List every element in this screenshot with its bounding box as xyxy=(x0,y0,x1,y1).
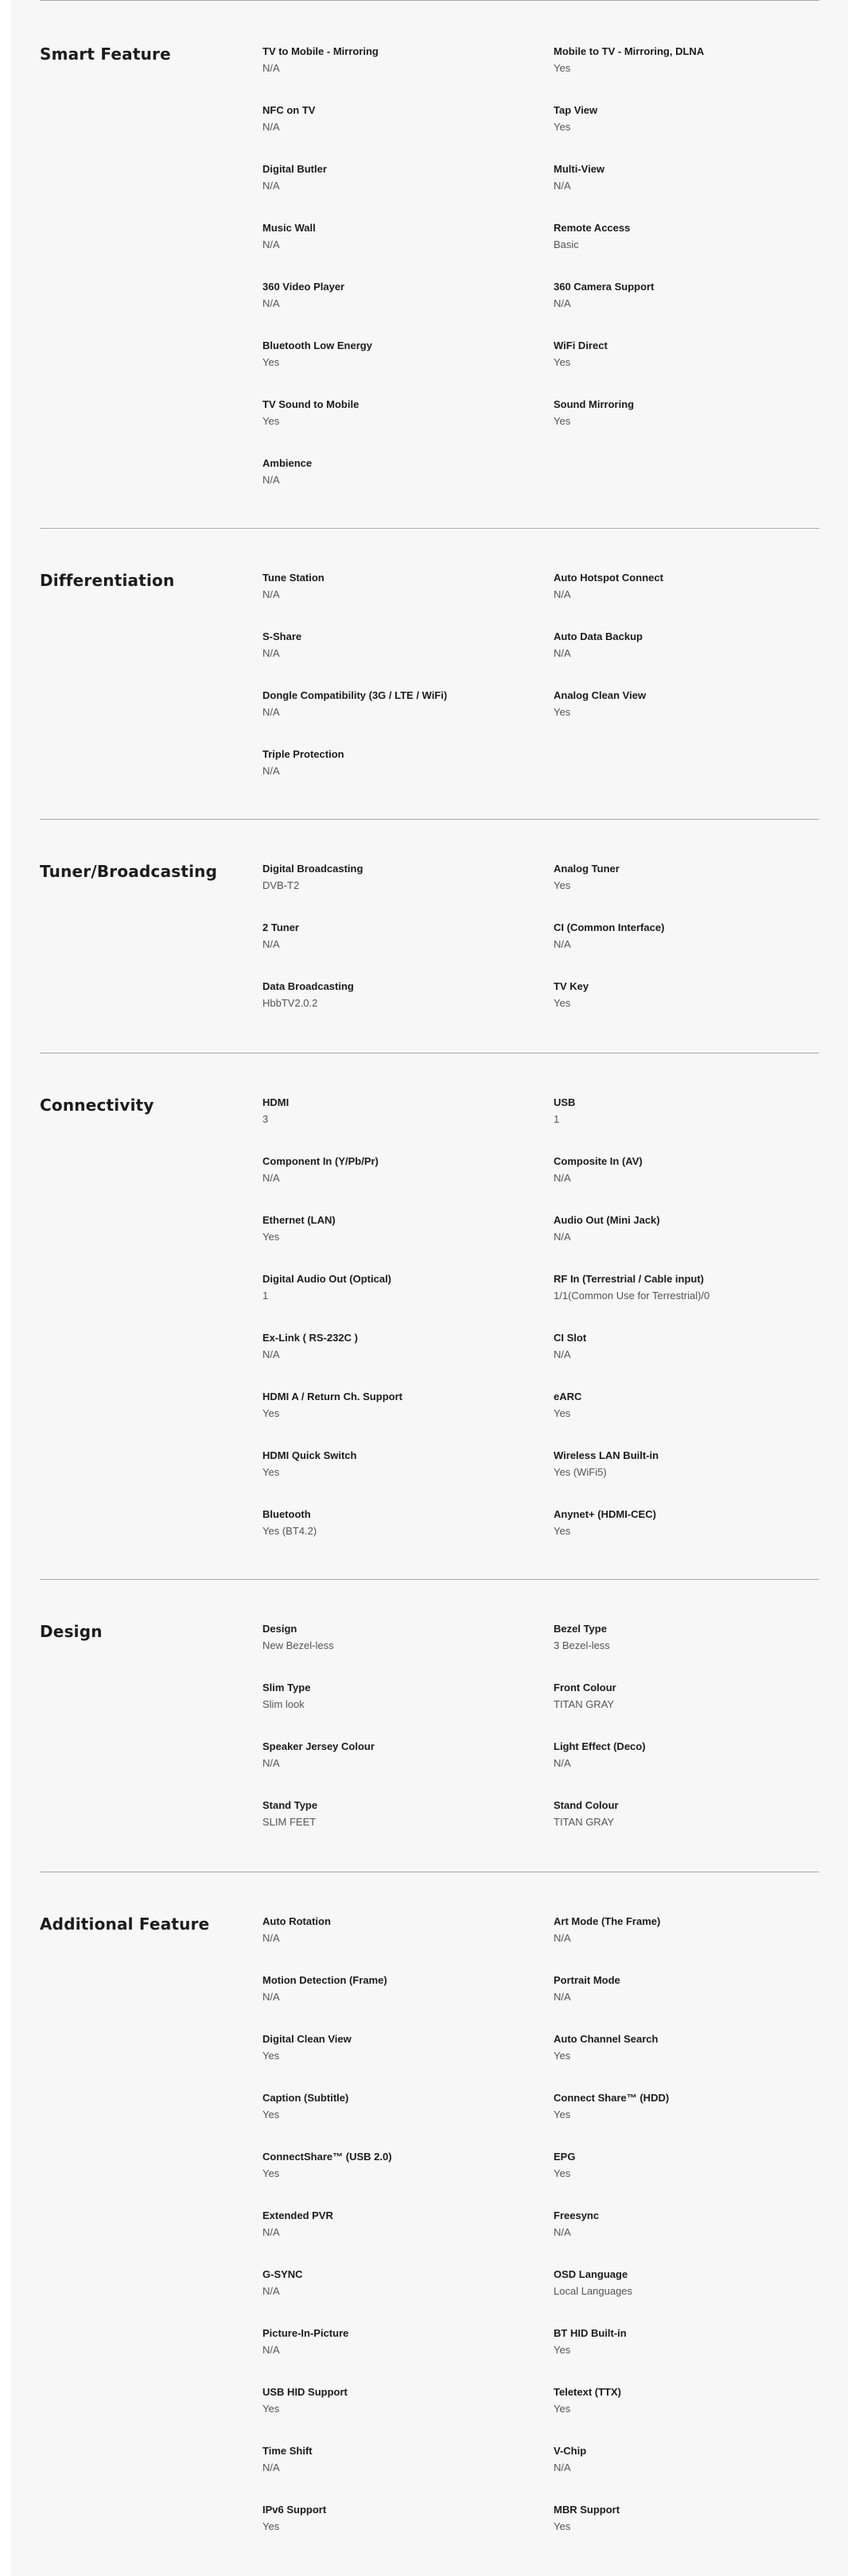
spec-value: Yes xyxy=(554,2109,571,2120)
spec-item xyxy=(554,689,819,747)
spec-label: Sound Mirroring xyxy=(554,398,635,410)
spec-item xyxy=(554,339,819,398)
spec-item xyxy=(554,1507,819,1566)
spec-label: TV Sound to Mobile xyxy=(262,398,360,410)
spec-value: N/A xyxy=(554,1932,571,1944)
spec-value: Yes xyxy=(554,2050,571,2062)
spec-value: N/A xyxy=(554,1231,571,1243)
spec-item xyxy=(262,1798,554,1857)
spec-item xyxy=(262,1507,554,1566)
spec-label: CI (Common Interface) xyxy=(554,921,665,933)
spec-label: Ex-Link ( RS-232C ) xyxy=(262,1332,358,1344)
spec-label: Auto Data Backup xyxy=(554,630,643,642)
spec-label: Bluetooth Low Energy xyxy=(262,339,372,351)
spec-value: Yes xyxy=(262,2109,280,2120)
spec-item xyxy=(554,45,819,103)
section-title: Additional Feature xyxy=(40,1915,210,1934)
spec-item xyxy=(262,1213,554,1272)
spec-item xyxy=(262,339,554,398)
spec-item xyxy=(554,103,819,162)
spec-value: Basic xyxy=(554,239,579,250)
spec-label: ConnectShare™ (USB 2.0) xyxy=(262,2151,392,2163)
spec-value: Yes xyxy=(554,997,571,1009)
spec-label: Remote Access xyxy=(554,222,631,234)
spec-label: Stand Colour xyxy=(554,1799,619,1811)
spec-label: NFC on TV xyxy=(262,104,316,116)
spec-item xyxy=(262,398,554,456)
spec-label: TV Key xyxy=(554,980,589,992)
spec-item xyxy=(554,398,819,456)
spec-label: HDMI Quick Switch xyxy=(262,1449,357,1461)
spec-value: N/A xyxy=(262,2285,280,2297)
spec-value: 1/1(Common Use for Terrestrial)/0 xyxy=(554,1290,710,1302)
section-title: Tuner/Broadcasting xyxy=(40,862,218,881)
spec-label: Bezel Type xyxy=(554,1623,607,1635)
spec-label: TV to Mobile - Mirroring xyxy=(262,45,379,57)
spec-value: Yes xyxy=(554,356,571,368)
spec-item xyxy=(262,103,554,162)
spec-item xyxy=(262,1331,554,1390)
spec-value: N/A xyxy=(262,297,280,309)
spec-label: OSD Language xyxy=(554,2268,628,2280)
spec-item xyxy=(262,1390,554,1449)
spec-label: Digital Clean View xyxy=(262,2033,352,2045)
spec-item xyxy=(262,2326,554,2385)
spec-item xyxy=(262,862,554,921)
spec-value: Yes xyxy=(554,1407,571,1419)
spec-value: 3 xyxy=(262,1113,269,1125)
spec-label: Music Wall xyxy=(262,222,316,234)
spec-value: HbbTV2.0.2 xyxy=(262,997,318,1009)
spec-label: Extended PVR xyxy=(262,2209,333,2221)
spec-item xyxy=(262,2150,554,2209)
spec-item xyxy=(262,630,554,689)
spec-value: Yes xyxy=(262,2050,280,2062)
spec-value: Yes xyxy=(554,879,571,891)
spec-value: N/A xyxy=(262,765,280,777)
spec-label: Analog Tuner xyxy=(554,863,620,875)
spec-label: WiFi Direct xyxy=(554,339,608,351)
spec-item xyxy=(554,1740,819,1798)
spec-label: Art Mode (The Frame) xyxy=(554,1915,661,1927)
spec-value: N/A xyxy=(262,1757,280,1769)
spec-value: N/A xyxy=(262,2462,280,2473)
spec-label: Light Effect (Deco) xyxy=(554,1740,646,1752)
spec-item xyxy=(554,2209,819,2268)
spec-item xyxy=(554,2503,819,2562)
spec-item xyxy=(554,221,819,280)
spec-value: Yes xyxy=(262,1231,280,1243)
spec-value: Slim look xyxy=(262,1698,305,1710)
spec-item xyxy=(262,1449,554,1507)
spec-label: Freesync xyxy=(554,2209,600,2221)
section-divider xyxy=(40,0,819,1)
spec-label: MBR Support xyxy=(554,2504,620,2516)
spec-value: N/A xyxy=(262,1348,280,1360)
spec-item xyxy=(554,571,819,630)
spec-value: New Bezel-less xyxy=(262,1639,334,1651)
spec-grid xyxy=(262,45,819,515)
spec-value: Yes xyxy=(262,356,280,368)
spec-item xyxy=(262,2268,554,2326)
spec-label: Digital Butler xyxy=(262,163,327,175)
spec-label: BT HID Built-in xyxy=(554,2327,627,2339)
spec-label: Audio Out (Mini Jack) xyxy=(554,1214,660,1226)
spec-label: Caption (Subtitle) xyxy=(262,2092,349,2104)
spec-label: Digital Broadcasting xyxy=(262,863,363,875)
spec-item xyxy=(554,1449,819,1507)
spec-label: HDMI A / Return Ch. Support xyxy=(262,1391,402,1402)
section-title: Connectivity xyxy=(40,1096,154,1115)
spec-value: N/A xyxy=(554,647,571,659)
spec-grid xyxy=(262,1096,819,1566)
spec-item xyxy=(262,1096,554,1154)
spec-value: N/A xyxy=(262,938,280,950)
spec-item xyxy=(554,1096,819,1154)
spec-value: Yes (WiFi5) xyxy=(554,1466,607,1478)
spec-label: Portrait Mode xyxy=(554,1974,620,1986)
spec-item xyxy=(554,1213,819,1272)
spec-item xyxy=(554,2385,819,2444)
spec-value: N/A xyxy=(262,2344,280,2356)
spec-item xyxy=(262,1681,554,1740)
section-title: Differentiation xyxy=(40,571,175,590)
spec-label: Slim Type xyxy=(262,1682,311,1693)
spec-value: N/A xyxy=(262,239,280,250)
spec-item xyxy=(554,630,819,689)
section-title: Design xyxy=(40,1622,103,1641)
spec-label: Wireless LAN Built-in xyxy=(554,1449,659,1461)
spec-item xyxy=(262,2503,554,2562)
spec-item xyxy=(262,1973,554,2032)
spec-value: N/A xyxy=(262,588,280,600)
spec-value: N/A xyxy=(554,938,571,950)
spec-value: Local Languages xyxy=(554,2285,633,2297)
spec-item xyxy=(262,1154,554,1213)
spec-item xyxy=(554,1390,819,1449)
spec-label: EPG xyxy=(554,2151,576,2163)
spec-item xyxy=(262,2385,554,2444)
spec-item xyxy=(554,2268,819,2326)
spec-label: Ethernet (LAN) xyxy=(262,1214,336,1226)
spec-value: Yes xyxy=(262,415,280,427)
spec-grid xyxy=(262,1622,819,1857)
spec-item xyxy=(554,280,819,339)
spec-value: Yes xyxy=(554,706,571,718)
spec-value: Yes xyxy=(554,2344,571,2356)
spec-page xyxy=(11,0,848,2576)
spec-label: Anynet+ (HDMI-CEC) xyxy=(554,1508,656,1520)
spec-label: Bluetooth xyxy=(262,1508,311,1520)
spec-label: Mobile to TV - Mirroring, DLNA xyxy=(554,45,705,57)
spec-label: Motion Detection (Frame) xyxy=(262,1974,387,1986)
spec-item xyxy=(262,689,554,747)
spec-label: Picture-In-Picture xyxy=(262,2327,349,2339)
spec-item xyxy=(262,2444,554,2503)
spec-grid xyxy=(262,571,819,806)
spec-label: V-Chip xyxy=(554,2445,587,2457)
spec-item xyxy=(554,2150,819,2209)
spec-value: SLIM FEET xyxy=(262,1816,317,1828)
spec-value: Yes xyxy=(554,2167,571,2179)
spec-item xyxy=(554,1622,819,1681)
spec-grid xyxy=(262,862,819,1038)
spec-item xyxy=(262,1740,554,1798)
spec-value: Yes xyxy=(554,1525,571,1537)
spec-item xyxy=(262,747,554,806)
spec-value: N/A xyxy=(262,62,280,74)
spec-item xyxy=(262,980,554,1038)
spec-label: Auto Rotation xyxy=(262,1915,331,1927)
spec-value: N/A xyxy=(262,121,280,133)
spec-label: Composite In (AV) xyxy=(554,1155,643,1167)
spec-label: eARC xyxy=(554,1391,582,1402)
spec-item xyxy=(554,1973,819,2032)
spec-value: Yes xyxy=(554,415,571,427)
spec-label: Speaker Jersey Colour xyxy=(262,1740,375,1752)
spec-label: Auto Channel Search xyxy=(554,2033,659,2045)
spec-label: Design xyxy=(262,1623,297,1635)
spec-value: N/A xyxy=(262,706,280,718)
spec-value: TITAN GRAY xyxy=(554,1816,615,1828)
spec-value: Yes xyxy=(262,2167,280,2179)
spec-value: Yes xyxy=(262,1407,280,1419)
spec-value: N/A xyxy=(554,1172,571,1184)
spec-label: G-SYNC xyxy=(262,2268,303,2280)
spec-label: Auto Hotspot Connect xyxy=(554,572,663,584)
section-divider xyxy=(40,528,819,529)
spec-label: USB HID Support xyxy=(262,2386,348,2398)
spec-label: USB xyxy=(554,1096,576,1108)
spec-label: HDMI xyxy=(262,1096,290,1108)
spec-item xyxy=(262,2209,554,2268)
spec-label: RF In (Terrestrial / Cable input) xyxy=(554,1273,705,1285)
spec-value: Yes xyxy=(554,2403,571,2415)
spec-label: Time Shift xyxy=(262,2445,313,2457)
spec-label: Front Colour xyxy=(554,1682,616,1693)
spec-label: Digital Audio Out (Optical) xyxy=(262,1273,392,1285)
spec-label: 2 Tuner xyxy=(262,921,299,933)
spec-item xyxy=(554,1798,819,1857)
spec-label: Tap View xyxy=(554,104,598,116)
spec-item xyxy=(262,280,554,339)
spec-label: IPv6 Support xyxy=(262,2504,327,2516)
section-divider xyxy=(40,819,819,820)
spec-label: Multi-View xyxy=(554,163,605,175)
spec-item xyxy=(554,1154,819,1213)
spec-item xyxy=(262,1622,554,1681)
spec-label: Analog Clean View xyxy=(554,689,647,701)
spec-item xyxy=(554,862,819,921)
spec-label: Tune Station xyxy=(262,572,325,584)
spec-value: Yes xyxy=(262,2520,280,2532)
spec-value: N/A xyxy=(554,2226,571,2238)
spec-item xyxy=(262,456,554,515)
spec-value: Yes xyxy=(554,121,571,133)
spec-value: N/A xyxy=(554,297,571,309)
spec-item xyxy=(262,1272,554,1331)
spec-value: N/A xyxy=(262,2226,280,2238)
spec-label: Dongle Compatibility (3G / LTE / WiFi) xyxy=(262,689,448,701)
spec-label: Component In (Y/Pb/Pr) xyxy=(262,1155,379,1167)
spec-value: Yes xyxy=(554,62,571,74)
spec-item xyxy=(554,1681,819,1740)
spec-value: Yes xyxy=(262,2403,280,2415)
spec-value: N/A xyxy=(262,474,280,486)
spec-value: N/A xyxy=(554,2462,571,2473)
spec-value: N/A xyxy=(554,1991,571,2003)
spec-value: N/A xyxy=(262,1932,280,1944)
spec-label: 360 Video Player xyxy=(262,281,345,293)
spec-value: Yes xyxy=(554,2520,571,2532)
spec-item xyxy=(554,2091,819,2150)
spec-value: N/A xyxy=(262,1172,280,1184)
spec-value: N/A xyxy=(262,180,280,192)
spec-value: N/A xyxy=(554,1348,571,1360)
spec-label: S-Share xyxy=(262,630,302,642)
spec-item xyxy=(554,2326,819,2385)
spec-label: Connect Share™ (HDD) xyxy=(554,2092,670,2104)
spec-item xyxy=(262,571,554,630)
section-divider xyxy=(40,1579,819,1580)
spec-value: DVB-T2 xyxy=(262,879,300,891)
spec-item xyxy=(554,980,819,1038)
spec-label: Data Broadcasting xyxy=(262,980,354,992)
spec-item xyxy=(262,2032,554,2091)
spec-item xyxy=(262,2091,554,2150)
spec-item xyxy=(554,1272,819,1331)
spec-item xyxy=(554,2444,819,2503)
spec-label: Triple Protection xyxy=(262,748,344,760)
spec-value: N/A xyxy=(262,647,280,659)
spec-item xyxy=(262,162,554,221)
spec-value: TITAN GRAY xyxy=(554,1698,615,1710)
spec-item xyxy=(554,162,819,221)
spec-value: 1 xyxy=(262,1290,269,1302)
spec-item xyxy=(554,2032,819,2091)
spec-label: Teletext (TTX) xyxy=(554,2386,621,2398)
spec-grid xyxy=(262,1915,819,2562)
spec-item xyxy=(262,1915,554,1973)
spec-label: Stand Type xyxy=(262,1799,318,1811)
spec-label: CI Slot xyxy=(554,1332,587,1344)
spec-item xyxy=(554,1915,819,1973)
spec-item xyxy=(262,921,554,980)
spec-value: N/A xyxy=(554,588,571,600)
spec-item xyxy=(554,921,819,980)
spec-value: N/A xyxy=(262,1991,280,2003)
spec-item xyxy=(262,221,554,280)
spec-value: 3 Bezel-less xyxy=(554,1639,610,1651)
spec-value: Yes (BT4.2) xyxy=(262,1525,317,1537)
spec-label: Ambience xyxy=(262,457,313,469)
section-title: Smart Feature xyxy=(40,45,171,64)
spec-value: Yes xyxy=(262,1466,280,1478)
spec-value: 1 xyxy=(554,1113,560,1125)
spec-label: 360 Camera Support xyxy=(554,281,655,293)
spec-item xyxy=(262,45,554,103)
spec-value: N/A xyxy=(554,180,571,192)
spec-value: N/A xyxy=(554,1757,571,1769)
spec-item xyxy=(554,1331,819,1390)
